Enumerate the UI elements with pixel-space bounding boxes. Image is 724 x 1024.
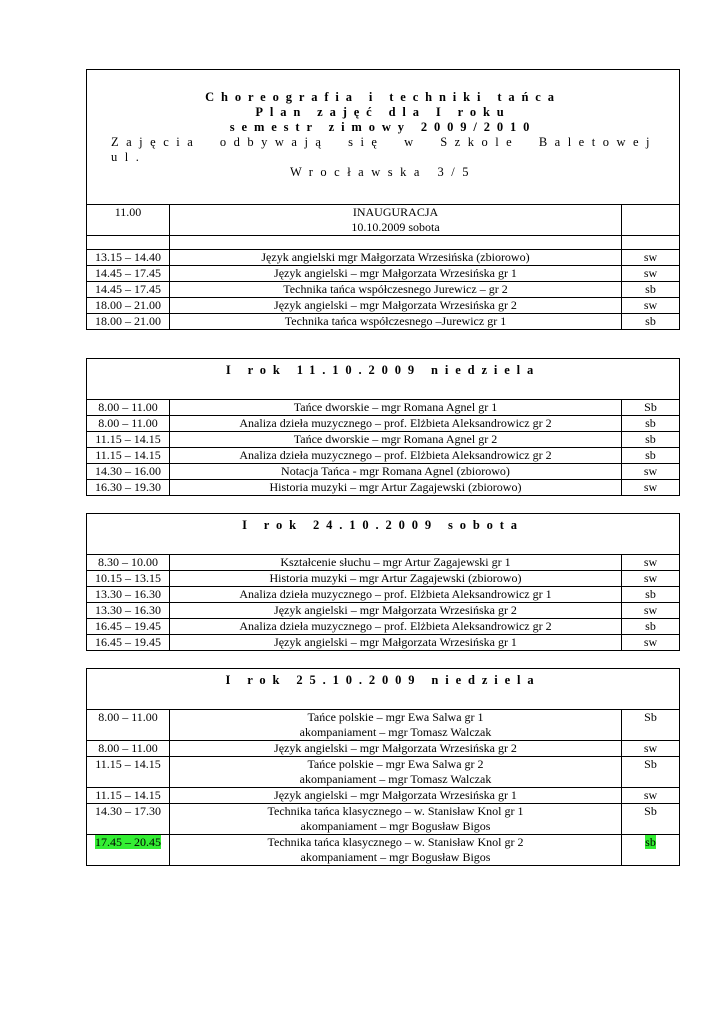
row-time: 11.15 – 14.15 — [87, 788, 170, 804]
row-time: 11.15 – 14.15 — [87, 432, 170, 448]
table-row — [87, 555, 680, 571]
table-row — [87, 480, 680, 496]
table-row — [87, 400, 680, 416]
row-subject: Historia muzyki – mgr Artur Zagajewski (zbiorowo) — [170, 480, 622, 496]
table-row — [87, 266, 680, 282]
row-room: Sb — [621, 400, 679, 416]
day2-title: I rok 11.10.2009 niedziela — [87, 359, 680, 400]
row-subject — [170, 757, 622, 788]
row-time: 14.30 – 16.00 — [87, 464, 170, 480]
table-row — [87, 788, 680, 804]
row-time: 10.15 – 13.15 — [87, 571, 170, 587]
row-room: sw — [622, 635, 680, 651]
row-subject — [170, 710, 622, 741]
row-room: sw — [621, 741, 679, 757]
table-row — [87, 250, 680, 266]
row-subject: Tańce dworskie – mgr Romana Agnel gr 1 — [170, 400, 622, 416]
day2-body — [87, 400, 680, 496]
row-time: 14.30 – 17.30 — [87, 804, 170, 835]
table-row — [87, 448, 680, 464]
schedule-table-3 — [86, 513, 680, 651]
day3-body — [87, 555, 680, 651]
row-subject — [170, 835, 622, 866]
row-time: 16.30 – 19.30 — [87, 480, 170, 496]
table-row — [87, 587, 680, 603]
row-room: Sb — [621, 804, 679, 835]
table-row — [87, 804, 680, 835]
row-room: sw — [622, 603, 680, 619]
section-day2 — [86, 358, 680, 496]
row-subject-line: Technika tańca klasycznego – w. Stanisław Knol gr 1 — [267, 804, 524, 818]
row-subject: Język angielski – mgr Małgorzata Wrzesińska gr 1 — [170, 635, 622, 651]
row-room: sw — [621, 788, 679, 804]
row-time: 8.00 – 11.00 — [87, 416, 170, 432]
table-row — [87, 710, 680, 741]
table-row — [87, 571, 680, 587]
section-day3 — [86, 513, 680, 651]
row-subject: Notacja Tańca - mgr Romana Agnel (zbiorowo) — [170, 464, 622, 480]
schedule-table-2 — [86, 358, 680, 496]
row-time: 13.30 – 16.30 — [87, 587, 170, 603]
row-room: sw — [622, 298, 680, 314]
row-time: 11.15 – 14.15 — [87, 757, 170, 788]
row-subject: Technika tańca współczesnego –Jurewicz gr 1 — [170, 314, 622, 330]
table-row — [87, 298, 680, 314]
row-accompaniment-line: akompaniament – mgr Tomasz Walczak — [299, 725, 492, 739]
row-subject: Analiza dzieła muzycznego – prof. Elżbieta Aleksandrowicz gr 2 — [170, 619, 622, 635]
header-semester: semestr zimowy 2009/2010 — [229, 120, 537, 134]
schedule-table-4 — [86, 668, 680, 866]
row-room: sw — [622, 250, 680, 266]
row-time: 13.15 – 14.40 — [87, 250, 170, 266]
row-accompaniment-line: akompaniament – mgr Bogusław Bigos — [300, 819, 491, 833]
row-subject: Język angielski – mgr Małgorzata Wrzesińska gr 2 — [170, 298, 622, 314]
row-room: sb — [622, 314, 680, 330]
row-time: 14.45 – 17.45 — [87, 266, 170, 282]
table-row — [87, 282, 680, 298]
blank-row — [87, 236, 680, 250]
header-address: Wrocławska 3/5 — [289, 165, 477, 179]
table-row — [87, 835, 680, 866]
row-accompaniment-line: akompaniament – mgr Bogusław Bigos — [300, 850, 491, 864]
day4-title: I rok 25.10.2009 niedziela — [87, 669, 680, 710]
inauguration-time: 11.00 — [87, 205, 170, 236]
row-room: sb — [622, 282, 680, 298]
row-subject-line: Tańce polskie – mgr Ewa Salwa gr 1 — [307, 710, 484, 724]
row-subject: Język angielski – mgr Małgorzata Wrzesińska gr 2 — [170, 603, 622, 619]
row-subject: Analiza dzieła muzycznego – prof. Elżbieta Aleksandrowicz gr 2 — [170, 448, 622, 464]
row-subject-line: Tańce polskie – mgr Ewa Salwa gr 2 — [307, 757, 484, 771]
table-row — [87, 416, 680, 432]
row-room: Sb — [621, 757, 679, 788]
row-time: 16.45 – 19.45 — [87, 635, 170, 651]
section-day4 — [86, 668, 680, 866]
inauguration-cell — [170, 205, 622, 236]
row-time: 16.45 – 19.45 — [87, 619, 170, 635]
inauguration-title: INAUGURACJA — [352, 205, 439, 219]
row-room: sw — [621, 480, 679, 496]
table-row — [87, 619, 680, 635]
row-time: 14.45 – 17.45 — [87, 282, 170, 298]
row-room: Sb — [621, 710, 679, 741]
row-room: sw — [622, 266, 680, 282]
table-row — [87, 464, 680, 480]
row-subject: Technika tańca współczesnego Jurewicz – gr 2 — [170, 282, 622, 298]
row-room: sw — [622, 555, 680, 571]
row-room: sb — [621, 448, 679, 464]
row-time-highlight: 17.45 – 20.45 — [95, 835, 161, 849]
table-row — [87, 741, 680, 757]
row-time: 8.00 – 11.00 — [87, 741, 170, 757]
row-time: 18.00 – 21.00 — [87, 298, 170, 314]
row-room: sw — [622, 571, 680, 587]
row-subject: Kształcenie słuchu – mgr Artur Zagajewski gr 1 — [170, 555, 622, 571]
row-time: 18.00 – 21.00 — [87, 314, 170, 330]
inauguration-date: 10.10.2009 sobota — [351, 220, 440, 234]
row-time — [87, 835, 170, 866]
row-time: 11.15 – 14.15 — [87, 448, 170, 464]
table-row — [87, 635, 680, 651]
row-room-highlight: sb — [645, 835, 656, 849]
row-time: 8.00 – 11.00 — [87, 400, 170, 416]
row-room — [621, 835, 679, 866]
row-subject: Język angielski – mgr Małgorzata Wrzesińska gr 1 — [170, 788, 622, 804]
table-row — [87, 314, 680, 330]
row-room: sw — [621, 464, 679, 480]
row-subject — [170, 804, 622, 835]
row-subject: Analiza dzieła muzycznego – prof. Elżbieta Aleksandrowicz gr 1 — [170, 587, 622, 603]
row-subject: Historia muzyki – mgr Artur Zagajewski (zbiorowo) — [170, 571, 622, 587]
row-accompaniment-line: akompaniament – mgr Tomasz Walczak — [299, 772, 492, 786]
row-subject: Tańce dworskie – mgr Romana Agnel gr 2 — [170, 432, 622, 448]
day3-title: I rok 24.10.2009 sobota — [87, 514, 680, 555]
row-subject: Język angielski – mgr Małgorzata Wrzesińska gr 1 — [170, 266, 622, 282]
row-room: sb — [621, 416, 679, 432]
document-header — [87, 70, 680, 205]
day4-body — [87, 710, 680, 866]
row-subject: Język angielski mgr Małgorzata Wrzesińska (zbiorowo) — [170, 250, 622, 266]
row-subject-line: Technika tańca klasycznego – w. Stanisław Knol gr 2 — [267, 835, 524, 849]
table-row — [87, 432, 680, 448]
header-location: Zajęcia odbywają się w Szkole Baletowej ul. — [111, 135, 657, 164]
row-subject: Analiza dzieła muzycznego – prof. Elżbieta Aleksandrowicz gr 2 — [170, 416, 622, 432]
day1-body — [87, 250, 680, 330]
row-time: 8.30 – 10.00 — [87, 555, 170, 571]
row-room: sb — [621, 432, 679, 448]
row-subject: Język angielski – mgr Małgorzata Wrzesińska gr 2 — [170, 741, 622, 757]
header-title: Choreografia i techniki tańca — [205, 90, 561, 104]
header-subtitle: Plan zajęć dla I roku — [255, 105, 511, 119]
table-row — [87, 757, 680, 788]
section-inauguration — [86, 69, 680, 330]
table-row — [87, 603, 680, 619]
row-room: sb — [622, 619, 680, 635]
row-time: 13.30 – 16.30 — [87, 603, 170, 619]
schedule-table-1 — [86, 69, 680, 330]
row-time: 8.00 – 11.00 — [87, 710, 170, 741]
row-room: sb — [622, 587, 680, 603]
inauguration-room — [622, 205, 680, 236]
